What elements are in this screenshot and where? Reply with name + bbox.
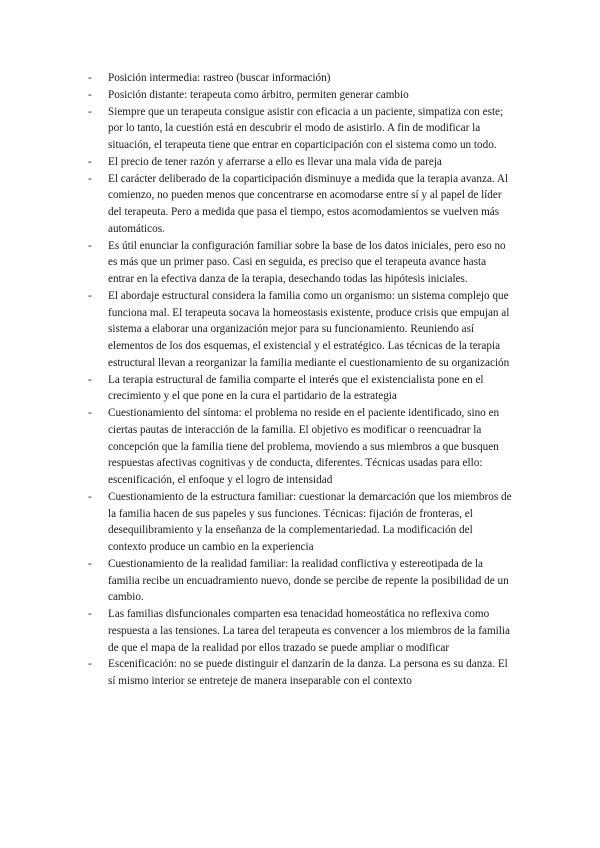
bullet-dash: - xyxy=(88,105,92,118)
bullet-dash: - xyxy=(88,373,92,386)
list-item xyxy=(88,606,512,656)
list-item xyxy=(88,171,512,238)
list-item-text: El carácter deliberado de la coparticipación disminuye a medida que la terapia avanza. Al comienzo, no pueden menos que concentrarse en acomodarse entre sí y al papel de líder del terapeuta. Pero a medida que pasa el tiempo, estos acomodamientos se vuelven más automáticos. xyxy=(108,172,509,235)
list-item-text: Posición distante: terapeuta como árbitro, permiten generar cambio xyxy=(108,88,409,101)
list-item xyxy=(88,656,512,690)
bullet-dash: - xyxy=(88,289,92,302)
list-item xyxy=(88,154,512,171)
list-item xyxy=(88,87,512,104)
list-item-text: La terapia estructural de familia comparte el interés que el existencialista pone en el crecimiento y el que pone en la cura el partidario de la estrategia xyxy=(108,373,484,403)
list-item xyxy=(88,405,512,489)
bullet-dash: - xyxy=(88,557,92,570)
list-item xyxy=(88,288,512,372)
list-item xyxy=(88,70,512,87)
list-item-text: Posición intermedia: rastreo (buscar información) xyxy=(108,72,331,84)
bullet-dash: - xyxy=(88,490,92,503)
list-item xyxy=(88,556,512,606)
bullet-dash: - xyxy=(88,172,92,185)
list-item xyxy=(88,104,512,154)
list-item-text: Las familias disfuncionales comparten esa tenacidad homeostática no reflexiva como respuesta a las tensiones. La tarea del terapeuta es convencer a los miembros de la familia de que el mapa de la realidad por ellos trazado se puede ampliar o modificar xyxy=(108,608,510,654)
bullet-dash: - xyxy=(88,658,92,671)
list-item-text: El precio de tener razón y aferrarse a ello es llevar una mala vida de pareja xyxy=(108,155,442,168)
bullet-dash: - xyxy=(88,239,92,252)
list-item xyxy=(88,372,512,406)
list-item xyxy=(88,238,512,288)
bullet-dash: - xyxy=(88,72,92,84)
list-item-text: Es útil enunciar la configuración familiar sobre la base de los datos iniciales, pero eso no es más que un primer paso. Casi en seguida, es preciso que el terapeuta avance hasta entrar en la efectiva danza de la terapia, desechando todas las hipótesis iniciales. xyxy=(108,239,506,285)
list-item-text: El abordaje estructural considera la familia como un organismo: un sistema complejo que funciona mal. El terapeuta socava la homeostasis existente, produce crisis que empujan al sistema a elaborar una organización mejor para su funcionamiento. Reuniendo así elementos de los dos esquemas, el existencial y el estratégico. Las técnicas de la terapia estructural llevan a reorganizar la familia mediante el cuestionamiento de su organización xyxy=(108,289,510,369)
bullet-dash: - xyxy=(88,155,92,168)
bullet-dash: - xyxy=(88,407,92,419)
bullet-dash: - xyxy=(88,608,92,620)
bullet-list xyxy=(88,70,512,690)
list-item-text: Escenificación: no se puede distinguir el danzarín de la danza. La persona es su danza. El sí mismo interior se entreteje de manera inseparable con el contexto xyxy=(108,658,508,687)
list-item-text: Cuestionamiento del síntoma: el problema no reside en el paciente identificado, sino en ciertas pautas de interacción de la familia. El objetivo es modificar o reencuadrar la concepción que la familia tiene del problema, moviendo a sus miembros a que busquen respuestas afectivas cognitivas y de conducta, diferentes. Técnicas usadas para ello: escenificación, el enfoque y el logro de intensidad xyxy=(108,407,500,486)
list-item-text: Cuestionamiento de la realidad familiar: la realidad conflictiva y estereotipada de la familia recibe un encuadramiento nuevo, donde se percibe de repente la posibilidad de un cambio. xyxy=(108,557,509,604)
list-item-text: Siempre que un terapeuta consigue asistir con eficacia a un paciente, simpatiza con este; por lo tanto, la cuestión está en descubrir el modo de asistirlo. A fin de modificar la situación, el terapeuta tiene que entrar en coparticipación con el sistema como un todo. xyxy=(108,105,504,151)
bullet-dash: - xyxy=(88,88,92,101)
list-item-text: Cuestionamiento de la estructura familiar: cuestionar la demarcación que los miembros de la familia hacen de sus papeles y sus funciones. Técnicas: fijación de fronteras, el desequilibramiento y la enseñanza de la complementariedad. La modificación del contexto produce un cambio en la experiencia xyxy=(108,490,512,553)
list-item xyxy=(88,489,512,556)
